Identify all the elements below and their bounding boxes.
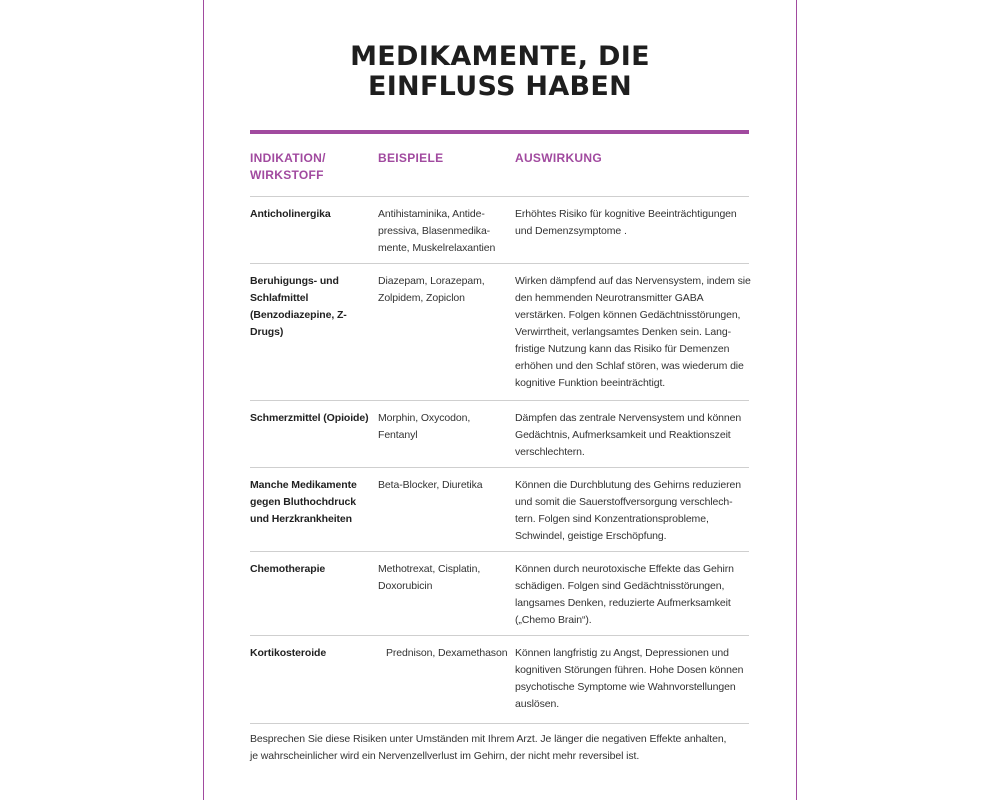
header-examples: BEISPIELE bbox=[378, 151, 444, 165]
effect-cell: Wirken dämpfend auf das Nervensystem, indem sie den hemmenden Neurotransmitter GABA verstärken. Folgen können Gedächtnisstörungen, Verwirrtheit, verlangsamtes Denken sein. Lang-fristige Nutzung kann das Risiko für Demenzen erhöhen und den Schlaf stören, was wiederum die kognitive Funktion beeinträchtigt. bbox=[515, 275, 751, 389]
effect-cell: Dämpfen das zentrale Nervensystem und können Gedächtnis, Aufmerksamkeit und Reaktionszeit verschlechtern. bbox=[515, 412, 742, 458]
indication-cell: Chemotherapie bbox=[250, 563, 326, 575]
indication-cell: Schmerzmittel (Opioide) bbox=[250, 412, 369, 424]
effect-cell: Erhöhtes Risiko für kognitive Beeinträchtigungen und Demenzsymptome . bbox=[515, 208, 737, 237]
effect-cell: Können die Durchblutung des Gehirns reduzieren und somit die Sauerstoffversorgung verschlech-tern. Folgen sind Konzentrationsprobleme, Schwindel, geistige Erschöpfung. bbox=[515, 479, 741, 542]
table-header-row bbox=[250, 150, 749, 197]
indication-cell: Kortikosteroide bbox=[250, 647, 327, 659]
table-row bbox=[250, 468, 749, 552]
table-row bbox=[250, 552, 749, 636]
footer-line-1: Besprechen Sie diese Risiken unter Umständen mit Ihrem Arzt. Je länger die negativen Effekte anhalten, bbox=[250, 733, 727, 745]
indication-cell: Anticholinergika bbox=[250, 208, 331, 220]
header-effect: AUSWIRKUNG bbox=[515, 151, 602, 165]
title-line-2: EINFLUSS HABEN bbox=[367, 71, 633, 102]
examples-cell: Prednison, Dexamethason bbox=[386, 647, 508, 659]
examples-cell: Beta-Blocker, Diuretika bbox=[378, 479, 483, 491]
footer-line-2: je wahrscheinlicher wird ein Nervenzellverlust im Gehirn, der nicht mehr reversibel ist. bbox=[250, 750, 640, 762]
footer-note bbox=[250, 731, 750, 765]
table-row bbox=[250, 401, 749, 468]
indication-cell: Manche Medikamente gegen Bluthochdruck und Herzkrankheiten bbox=[250, 479, 357, 525]
accent-divider bbox=[250, 130, 749, 134]
effect-cell: Können langfristig zu Angst, Depressionen und kognitiven Störungen führen. Hohe Dosen können psychotische Symptome wie Wahnvorstellungen auslösen. bbox=[515, 647, 744, 710]
table-row bbox=[250, 197, 749, 264]
indication-cell: Beruhigungs- und Schlafmittel (Benzodiazepine, Z-Drugs) bbox=[250, 275, 347, 338]
examples-cell: Diazepam, Lorazepam, Zolpidem, Zopiclon bbox=[378, 275, 485, 304]
examples-cell: Morphin, Oxycodon, Fentanyl bbox=[378, 412, 471, 441]
medication-table bbox=[250, 150, 749, 724]
examples-cell: Antihistaminika, Antide-pressiva, Blasenmedika-mente, Muskelrelaxantien bbox=[378, 208, 496, 254]
table-row bbox=[250, 264, 749, 401]
examples-cell: Methotrexat, Cisplatin, Doxorubicin bbox=[378, 563, 481, 592]
table-row bbox=[250, 636, 749, 724]
document-page bbox=[203, 0, 797, 800]
effect-cell: Können durch neurotoxische Effekte das Gehirn schädigen. Folgen sind Gedächtnisstörungen, langsames Denken, reduzierte Aufmerksamkeit („Chemo Brain“). bbox=[515, 563, 734, 626]
header-indication: INDIKATION/ WIRKSTOFF bbox=[250, 151, 326, 182]
title-line-1: MEDIKAMENTE, DIE bbox=[350, 41, 650, 72]
page-title bbox=[204, 42, 796, 102]
